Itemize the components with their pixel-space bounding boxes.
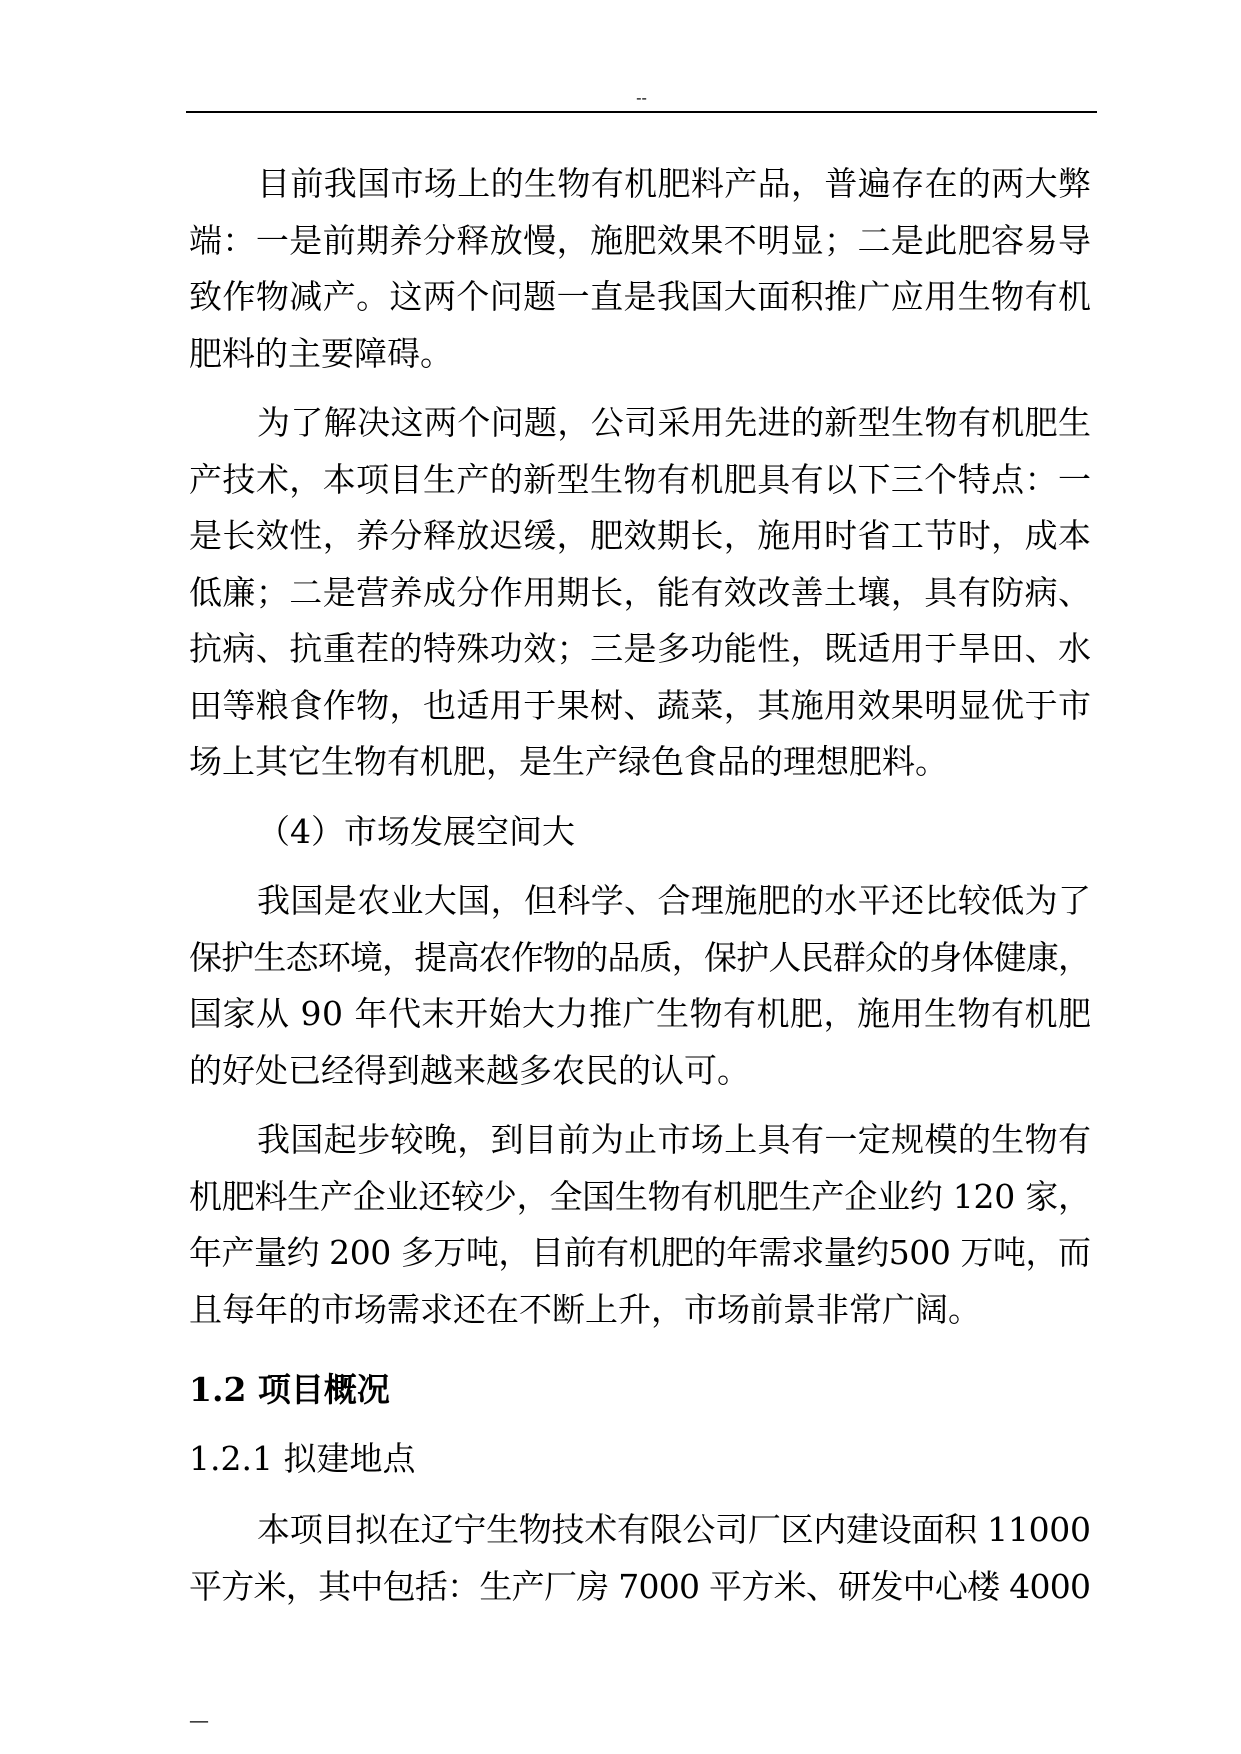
line-text: 机肥料生产企业还较少，全国生物有机肥生产企业约 120 家， — [189, 1176, 1091, 1216]
text-line — [189, 1225, 1091, 1282]
text-line — [189, 565, 1091, 622]
subsection-paragraph-group — [189, 1502, 1091, 1615]
line-text: 且每年的市场需求还在不断上升，市场前景非常广阔。 — [189, 1289, 981, 1329]
text-line — [189, 326, 1091, 383]
line-text: 产技术，本项目生产的新型生物有机肥具有以下三个特点：一 — [189, 459, 1092, 499]
line-text: 肥料的主要障碍。 — [189, 333, 453, 373]
section-heading: 1.2 项目概况 — [189, 1370, 390, 1409]
line-text: 致作物减产。这两个问题一直是我国大面积推广应用生物有机 — [189, 277, 1092, 316]
line-text: 田等粮食作物，也适用于果树、蔬菜，其施用效果明显优于市 — [189, 685, 1092, 725]
paragraph-group — [189, 156, 1091, 1338]
text-line — [189, 1502, 1091, 1559]
text-line — [189, 1559, 1091, 1616]
line-text: 保护生态环境，提高农作物的品质，保护人民群众的身体健康， — [189, 937, 1091, 977]
text-line — [189, 452, 1091, 509]
text-line — [189, 930, 1091, 987]
text-line — [189, 1043, 1091, 1100]
paragraph — [189, 873, 1091, 1099]
document-body — [189, 156, 1091, 1615]
paragraph — [189, 804, 1091, 861]
paragraph — [189, 395, 1091, 791]
line-text: 是长效性，养分释放迟缓，肥效期长，施用时省工节时，成本 — [189, 516, 1092, 555]
text-line — [189, 873, 1091, 930]
footer-mark: — — [189, 1708, 209, 1732]
text-line — [189, 269, 1091, 326]
text-line — [189, 621, 1091, 678]
header-mark: -- — [636, 88, 647, 107]
line-text: 我国是农业大国，但科学、合理施肥的水平还比较低为了 — [257, 881, 1092, 920]
paragraph — [189, 1112, 1091, 1338]
text-line — [189, 734, 1091, 791]
line-text: 低廉；二是营养成分作用期长，能有效改善土壤，具有防病、 — [189, 572, 1092, 612]
page-footer — [189, 1708, 209, 1732]
line-text: 抗病、抗重茬的特殊功效；三是多功能性，既适用于旱田、水 — [189, 629, 1092, 668]
text-line — [189, 213, 1091, 270]
line-text: 年产量约 200 多万吨，目前有机肥的年需求量约500 万吨，而 — [189, 1233, 1091, 1272]
paragraph — [189, 1502, 1091, 1615]
line-text: 端：一是前期养分释放慢，施肥效果不明显；二是此肥容易导 — [189, 220, 1092, 260]
line-text: 的好处已经得到越来越多农民的认可。 — [189, 1050, 750, 1090]
line-text: 场上其它生物有机肥，是生产绿色食品的理想肥料。 — [189, 742, 948, 781]
text-line — [189, 508, 1091, 565]
page-header — [186, 83, 1097, 113]
text-line — [189, 678, 1091, 735]
text-line — [189, 1169, 1091, 1226]
text-line — [189, 156, 1091, 213]
line-text: （4）市场发展空间大 — [257, 811, 575, 851]
line-text: 平方米，其中包括：生产厂房 7000 平方米、研发中心楼 4000 — [189, 1566, 1091, 1606]
text-line — [189, 1112, 1091, 1169]
paragraph — [189, 156, 1091, 382]
subsection-heading: 1.2.1 拟建地点 — [189, 1438, 416, 1478]
text-line — [189, 1282, 1091, 1339]
text-line — [189, 395, 1091, 452]
text-line — [189, 804, 1091, 861]
line-text: 目前我国市场上的生物有机肥料产品，普遍存在的两大弊 — [257, 164, 1092, 203]
line-text: 本项目拟在辽宁生物技术有限公司厂区内建设面积 11000 — [257, 1510, 1091, 1549]
text-line — [189, 986, 1091, 1043]
line-text: 为了解决这两个问题，公司采用先进的新型生物有机肥生 — [257, 403, 1092, 442]
line-text: 我国起步较晚，到目前为止市场上具有一定规模的生物有 — [257, 1120, 1092, 1159]
line-text: 国家从 90 年代末开始大力推广生物有机肥，施用生物有机肥 — [189, 994, 1092, 1033]
